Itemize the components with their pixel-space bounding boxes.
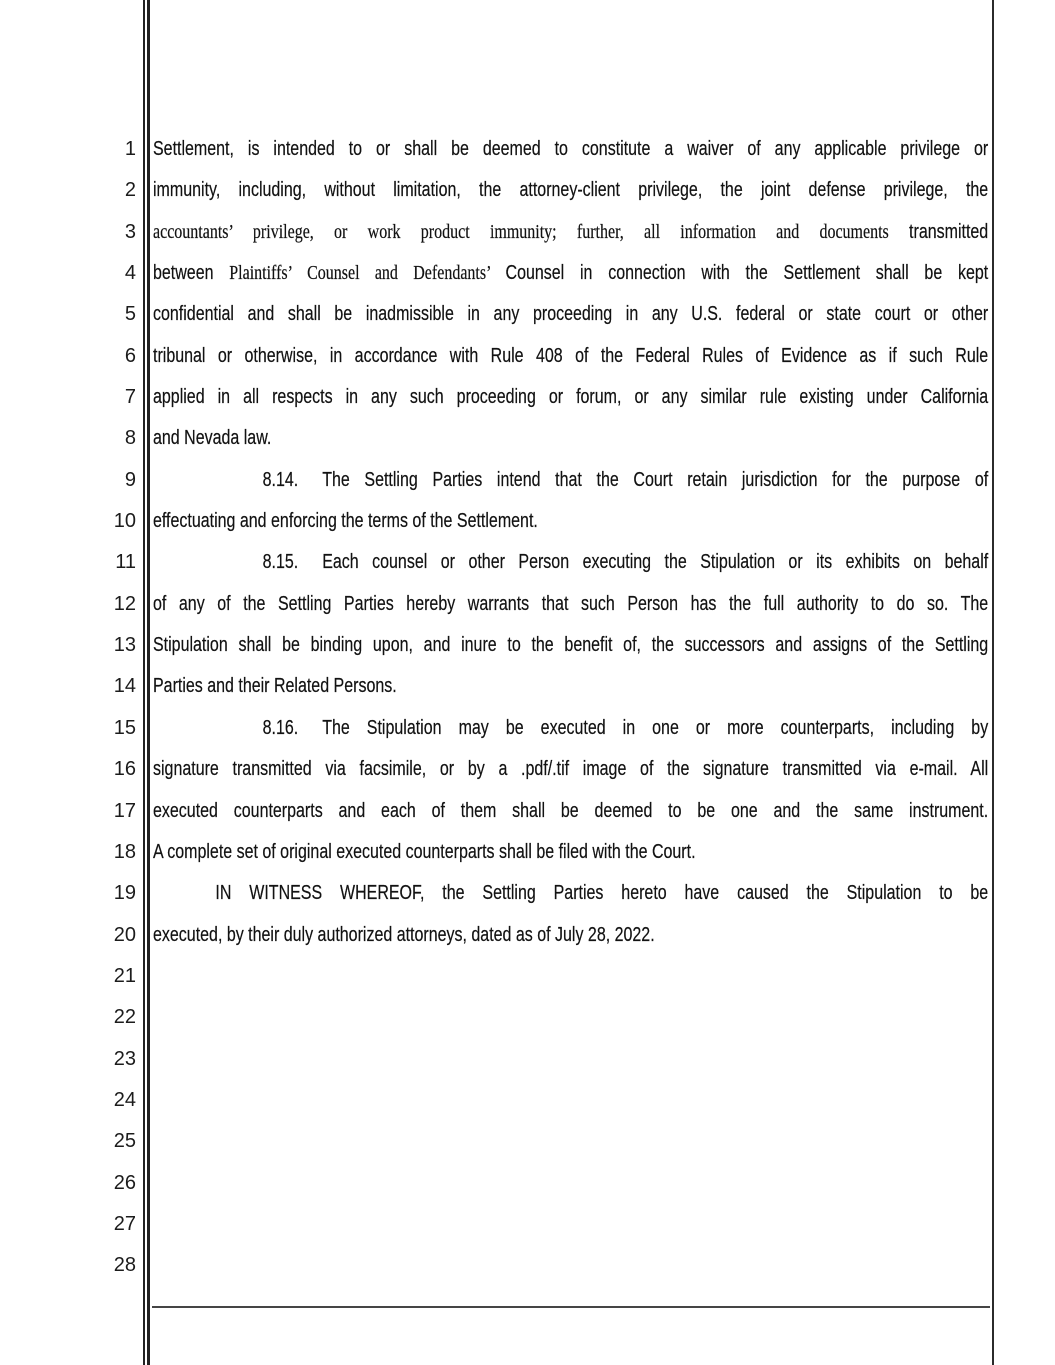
line-number-column: [0, 129, 136, 1287]
line-number: 16: [113, 758, 136, 781]
line-text: A complete set of original executed counterparts shall be filed with the Court.: [153, 840, 696, 863]
document-line: [153, 418, 988, 459]
document-line: [153, 170, 988, 211]
section-number: 8.16.: [262, 716, 299, 739]
line-number: 4: [124, 262, 136, 285]
line-number: 25: [113, 1130, 136, 1153]
line-number: 26: [113, 1171, 136, 1194]
line-text: Each counsel or other Person executing the Stipulation or its exhibits on behalf: [322, 551, 989, 574]
right-margin-rule: [992, 0, 994, 1365]
line-text: executed, by their duly authorized attorneys, dated as of July 28, 2022.: [153, 923, 655, 946]
line-text: signature transmitted via facsimile, or by a .pdf/.tif image of the signature transmitted via e-mail. All: [153, 758, 989, 781]
document-line: [153, 336, 988, 377]
document-line: [153, 625, 988, 666]
line-number: 9: [124, 468, 136, 491]
line-text: Settlement, is intended to or shall be deemed to constitute a waiver of any applicable privilege or: [153, 138, 989, 160]
line-number: 5: [124, 303, 136, 326]
line-text: confidential and shall be inadmissible in any proceeding in any U.S. federal or state court or other: [153, 303, 989, 326]
line-number: 20: [113, 923, 136, 946]
line-number: 1: [124, 138, 136, 160]
line-number: 3: [124, 220, 136, 243]
line-number: 7: [124, 386, 136, 409]
line-number: 17: [113, 799, 136, 822]
line-text: between: [153, 262, 230, 285]
line-number: 8: [124, 427, 136, 450]
line-number: 12: [113, 592, 136, 615]
line-text: executed counterparts and each of them shall be deemed to be one and the same instrument.: [153, 799, 989, 822]
line-number: 6: [124, 344, 136, 367]
document-line: [153, 791, 988, 832]
line-number: 15: [113, 716, 136, 739]
line-number: 11: [115, 551, 136, 574]
document-line: [153, 294, 988, 335]
document-line: [153, 129, 988, 170]
line-number: 14: [113, 675, 136, 698]
section-number: 8.15.: [262, 551, 299, 574]
line-number: 19: [113, 882, 136, 905]
document-line: [153, 915, 988, 956]
line-text: Stipulation shall be binding upon, and inure to the benefit of, the successors and assigns of the Settling: [153, 634, 989, 657]
line-text: tribunal or otherwise, in accordance with Rule 408 of the Federal Rules of Evidence as if such Rule: [153, 344, 989, 367]
line-text: and Nevada law.: [153, 427, 272, 450]
line-text: IN WITNESS WHEREOF, the Settling Parties hereto have caused the Stipulation to be: [215, 882, 989, 905]
document-line: [153, 501, 988, 542]
line-text: Counsel in connection with the Settlement shall be kept: [505, 262, 989, 285]
document-line: [153, 873, 988, 914]
document-line: [153, 253, 988, 294]
line-text: of any of the Settling Parties hereby warrants that such Person has the full authority to do so. The: [153, 592, 989, 615]
line-number: 2: [124, 179, 136, 202]
document-line: [153, 749, 988, 790]
line-number: 13: [113, 634, 136, 657]
line-text: effectuating and enforcing the terms of the Settlement.: [153, 510, 538, 533]
line-number: 21: [113, 964, 136, 987]
line-number: 10: [113, 510, 136, 533]
line-text: immunity, including, without limitation, the attorney-client privilege, the joint defense privilege, the: [153, 179, 989, 202]
line-number: 23: [113, 1047, 136, 1070]
line-number: 18: [113, 840, 136, 863]
line-text: Plaintiffs’ Counsel and Defendants’: [229, 262, 506, 285]
document-line: [153, 377, 988, 418]
pleading-double-rule-thick: [147, 0, 150, 1365]
document-body: [153, 129, 988, 956]
document-line: [153, 584, 988, 625]
document-line: [153, 212, 988, 253]
document-line: [153, 542, 988, 583]
line-text: The Stipulation may be executed in one or more counterparts, including by: [322, 716, 989, 739]
line-number: 24: [113, 1088, 136, 1111]
line-text: The Settling Parties intend that the Court retain jurisdiction for the purpose of: [322, 468, 989, 491]
document-line: [153, 666, 988, 707]
line-number: 27: [113, 1212, 136, 1235]
line-text: Parties and their Related Persons.: [153, 675, 397, 698]
pleading-double-rule-thin: [143, 0, 145, 1365]
line-number: 28: [113, 1254, 136, 1277]
document-line: [153, 832, 988, 873]
footer-rule: [152, 1306, 990, 1308]
line-text: transmitted: [909, 220, 989, 243]
section-number: 8.14.: [262, 468, 299, 491]
document-line: [153, 460, 988, 501]
document-line: [153, 708, 988, 749]
line-text: accountants’ privilege, or work product immunity; further, all information and documents: [153, 220, 910, 243]
line-number: 22: [113, 1006, 136, 1029]
line-text: applied in all respects in any such proceeding or forum, or any similar rule existing under California: [153, 386, 989, 409]
